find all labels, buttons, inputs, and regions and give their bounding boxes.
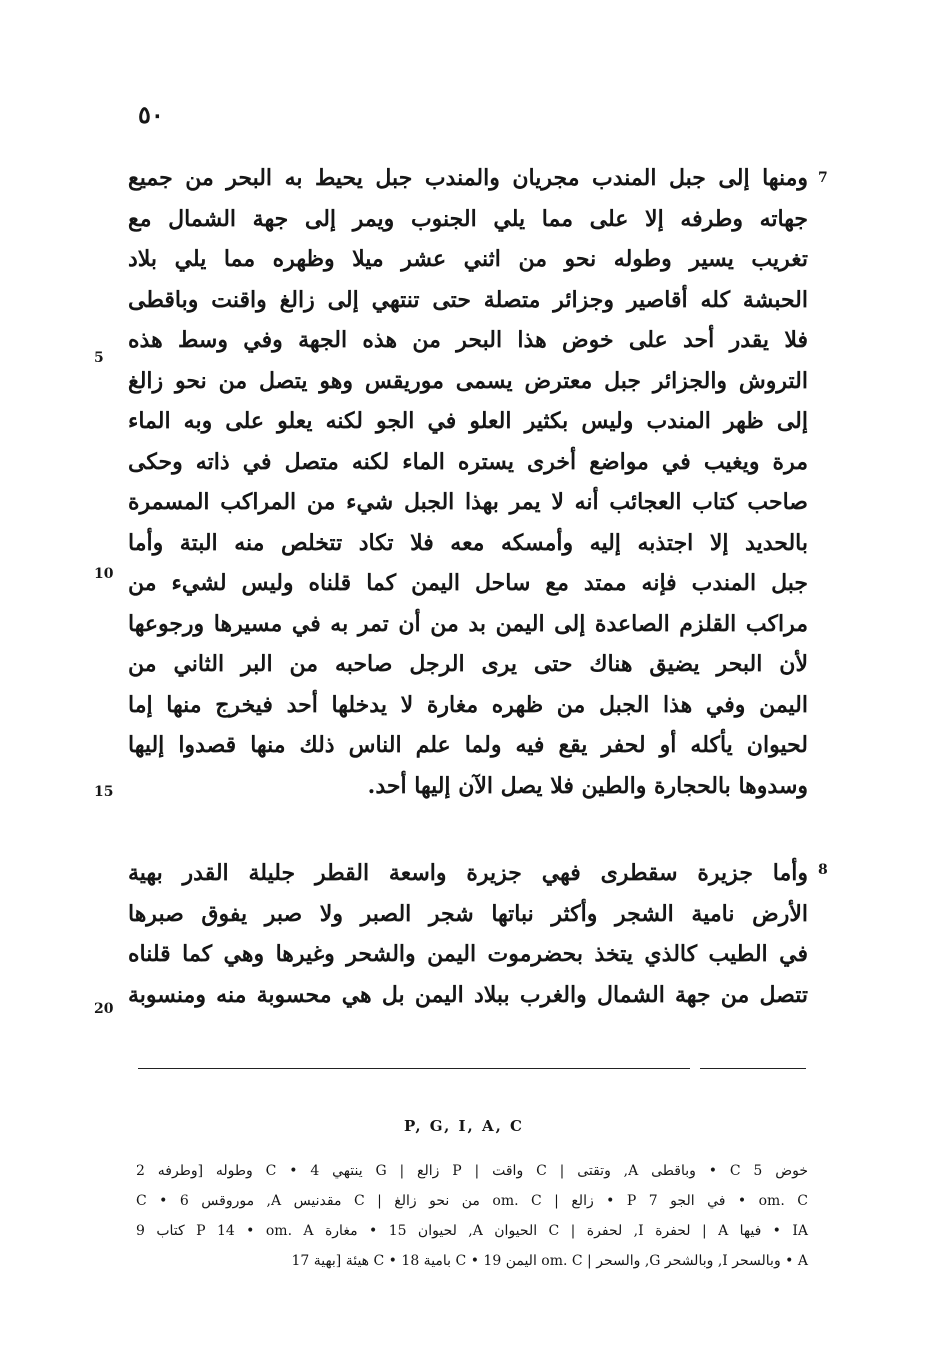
text-line: التروش والجزائر جبل معترض يسمى موريقس وهو يتصل من نحو زالغ [128,367,808,394]
text-line: جبل المندب فإنه ممتد مع ساحل اليمن كما قلناه وليس لشيء من [128,570,808,596]
text-line: تتصل من جهة الشمال والغرب ببلاد اليمن بل هي محسوبة منه ومنسوبة [128,981,808,1008]
line-number-15: 15 [94,784,114,800]
text-line: ومنها إلى جبل المندب مجريان والمندب جبل يحيط به البحر من جميع [128,165,808,191]
paragraph-7-number: 7 [818,170,828,186]
manuscript-sigla: P, G, I, A, C [404,1117,524,1135]
text-line: إلى ظهر المندب وليس بكثير العلو في الجو لكنه يعلو على وبه الماء [128,408,808,434]
text-line: الأرض نامية الشجر وأكثر نباتها شجر الصبر ولا صبر يفوق صبرها [128,900,808,927]
apparatus-line: خوض 5 C • وباقطى ‎A, وتقتى | C واقت | P زالع | G ينتهي 4 • C وطوله [وطرفه 2 [136,1163,809,1179]
apparatus-line: A • وبالسحر ‎I, وبالشحر ‎G, والسحر | om. C اليمن 19 • C بامية 18 • C هيئة [بهية 17 [291,1253,808,1269]
footnote-rule-short [700,1068,806,1069]
text-line: تغريب يسير وطوله نحو من اثني عشر ميلا وظهره مما يلي بلاد [128,246,808,272]
text-line: لأن البحر يضيق هناك حتى يرى الرجل صاحبه من البر الثاني من [128,651,808,677]
apparatus-line: IA • فيها A | لحفرة ‎I, لحفرة | C الحيوان ‎A, لحيوان 15 • مغارة P 14 • om. A كتاب 9 [136,1223,808,1239]
paragraph-7 [128,158,808,806]
footnote-rule [138,1068,690,1069]
critical-apparatus [136,1156,808,1276]
line-number-20: 20 [94,1001,114,1017]
text-line: في الطيب كالذي يتخذ بحضرموت اليمن والشحر وغيرها وهي كما قلناه [128,941,808,967]
apparatus-line: om. C • في الجو 7 P • زالع | om. C من نحو زالغ | C مقدنيس ‎A, موروقس 6 • C [136,1193,808,1209]
text-line: وسدوها بالحجارة والطين فلا يصل الآن إليها أحد. [367,772,808,799]
text-line: جهاته وطرفه إلا على مما يلي الجنوب ويمر إلى جهة الشمال مع [128,205,808,232]
paragraph-8-number: 8 [818,862,828,878]
text-line: لحيوان يأكله أو لحفر يقع فيه ولما علم الناس ذلك منها قصدوا إليها [128,732,808,758]
text-line: مراكب القلزم الصاعدة إلى اليمن بد من أن تمر به في مسيرها ورجوعها [128,610,808,637]
text-line: اليمن وفي هذا الجبل من ظهره مغارة لا يدخلها أحد فيخرج منها إما [128,691,808,718]
text-line: الحبشة كله أقاصير وجزائر متصلة حتى تنتهي إلى زالغ واقنت وباقطى [128,286,808,313]
text-line: مرة ويغيب في مواضع أخرى يستره الماء لكنه متصل في ذاته وحكى [128,448,808,475]
line-number-10: 10 [94,566,114,582]
text-line: بالحديد إلا اجتذبه إليه وأمسكه معه فلا تكاد تتخلص منه البتة وأما [128,529,808,556]
text-line: صاحب كتاب العجائب أنه لا يمر بهذا الجبل شيء من المراكب المسمرة [128,489,808,515]
line-number-5: 5 [94,350,104,366]
text-line: وأما جزيرة سقطرى فهي جزيرة واسعة القطر جليلة القدر بهية [128,860,808,886]
paragraph-8 [128,853,808,1015]
page-number: ٥٠ [138,100,164,129]
text-line: فلا يقدر أحد على خوض هذا البحر من هذه الجهة وفي وسط هذه [128,327,808,353]
